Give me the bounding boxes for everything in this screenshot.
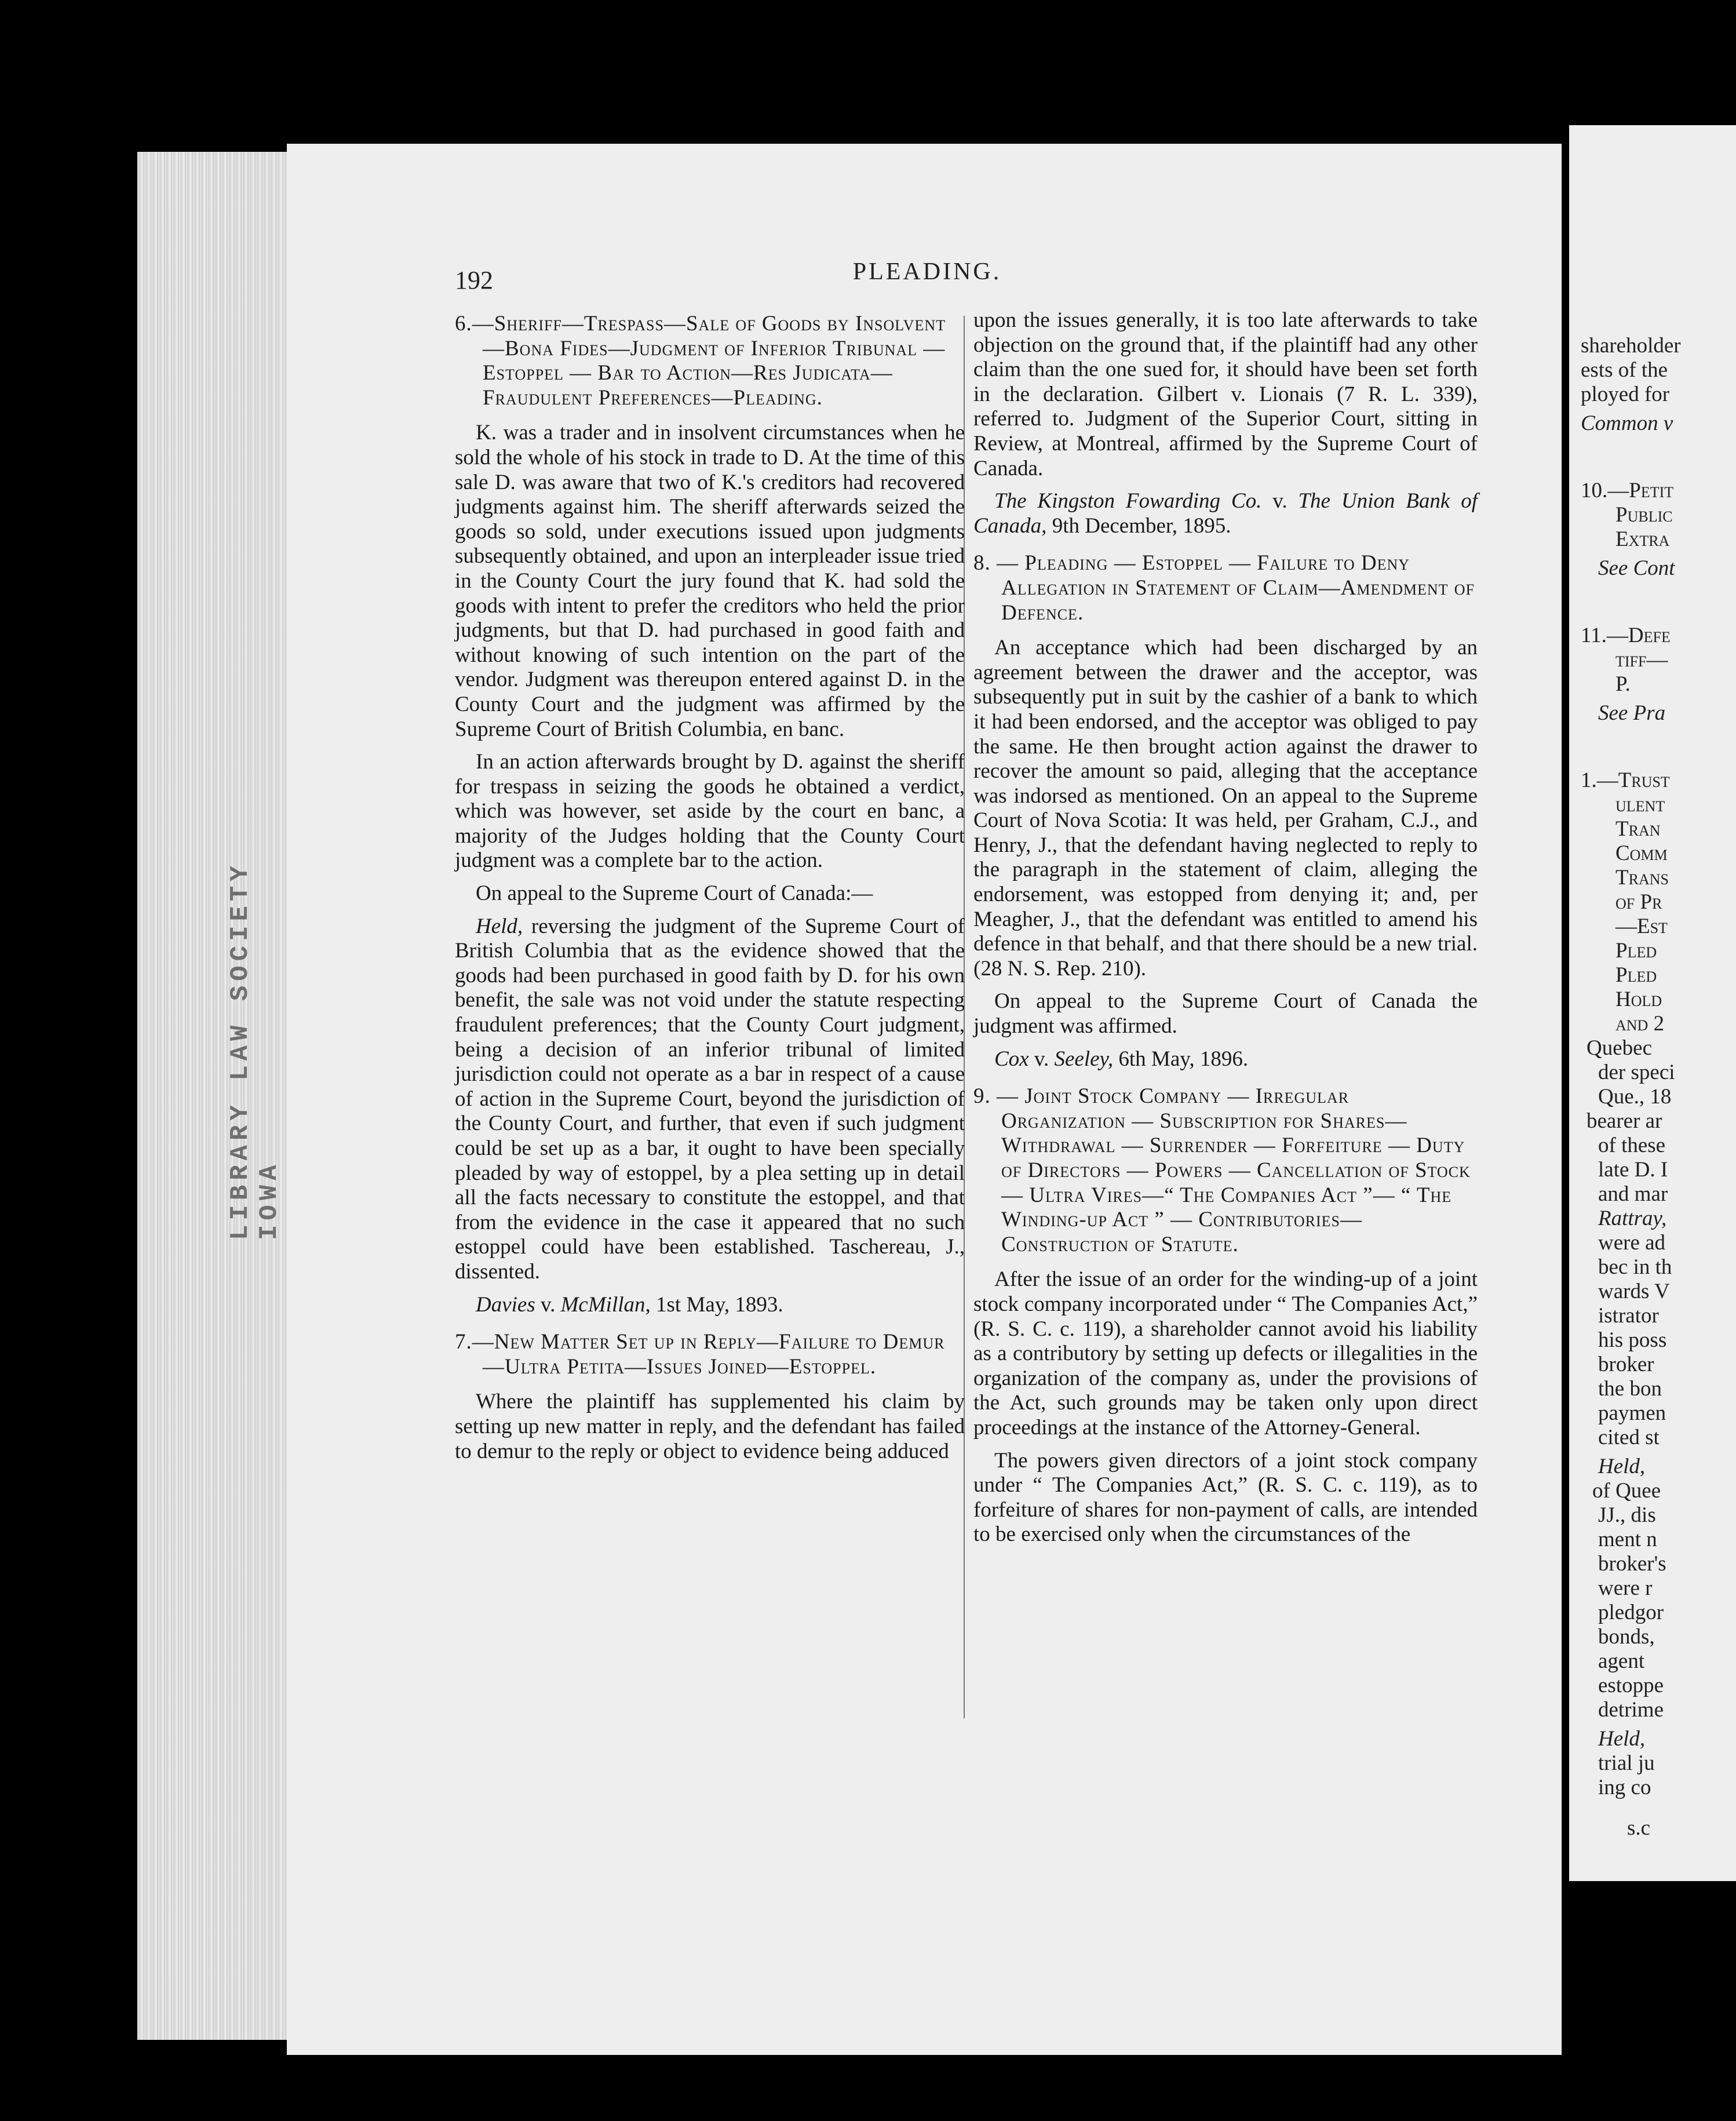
right-page-fragment: broker's	[1598, 1552, 1666, 1576]
right-page-text	[1569, 125, 1736, 1881]
right-page-fragment: der speci	[1598, 1060, 1675, 1084]
right-page-fragment: Quebec	[1587, 1036, 1652, 1060]
body-paragraph: In an action afterwards brought by D. against the sheriff for trespass in seizing the goods he obtained a verdict, which was however, set aside by the court en banc, a majority of the Judges holding that the County Court judgment was a complete bar to the action.	[455, 750, 965, 873]
right-page-fragment: wards V	[1598, 1280, 1670, 1303]
right-page-fragment: See Cont	[1598, 556, 1675, 580]
right-page-fragment: ests of the	[1581, 358, 1668, 382]
right-page-fragment: agent	[1598, 1649, 1645, 1673]
right-page-fragment: Que., 18	[1598, 1085, 1672, 1109]
case-citation-a: The Kingston Fowarding Co.	[994, 489, 1262, 513]
body-paragraph: Where the plaintiff has supplemented his claim by setting up new matter in reply, and the defendant has failed to demur to the reply or object to evidence being adduced	[455, 1390, 965, 1463]
case-citation-date: 6th May, 1896.	[1113, 1047, 1249, 1071]
body-paragraph: After the issue of an order for the winding-up of a joint stock company incorporated under “ The Companies Act,” (R. S. C. c. 119), a shareholder cannot avoid his liability as a contributory by setting up defects or illegalities in the organization of the company as, under the provisions of the Act, such grounds may be taken only upon direct proceedings at the instance of the Attorney-General.	[973, 1267, 1478, 1439]
right-page-fragment: s.c	[1627, 1816, 1651, 1840]
right-page-fragment: ment n	[1598, 1528, 1657, 1551]
right-page-fragment: and 2	[1615, 1012, 1665, 1036]
right-page-fragment: P.	[1615, 672, 1631, 696]
right-page-fragment: Held,	[1598, 1727, 1646, 1751]
right-page-fragment: tiff—	[1615, 648, 1668, 672]
body-paragraph: An acceptance which had been discharged by an agreement between the drawer and the acceptor, was subsequently put in suit by the cashier of a bank to which it had been endorsed, and the acceptor was obliged to pay the same. He then brought action against the drawer to recover the amount so paid, alleging that the acceptance was indorsed as mentioned. On an appeal to the Supreme Court of Nova Scotia: It was held, per Graham, C.J., and Henry, J., that the defendant having neglected to reply to the paragraph in the statement of claim, alleging the endorsement, was estopped from denying it; and, per Meagher, J., that the defendant was entitled to amend his defence in that behalf, and that there should be a new trial. (28 N. S. Rep. 210).	[973, 636, 1478, 981]
case-citation-b: McMillan,	[560, 1292, 651, 1317]
body-paragraph: The powers given directors of a joint stock company under “ The Companies Act,” (R. S. C. c. 119), as to forfeiture of shares for non-payment of calls, are intended to be exercised only when the circumstances of the	[973, 1448, 1478, 1547]
body-paragraph: upon the issues generally, it is too late afterwards to take objection on the ground that, if the plaintiff had any other claim than the one sued for, it should have been set forth in the declaration. Gilbert v. Lionais (7 R. L. 339), referred to. Judgment of the Superior Court, sitting in Review, at Montreal, affirmed by the Supreme Court of Canada.	[973, 308, 1478, 480]
right-page-fragment: and mar	[1598, 1182, 1668, 1206]
right-page-fragment: of these	[1598, 1134, 1666, 1157]
case-citation	[973, 489, 1478, 538]
case-citation-date: 1st May, 1893.	[650, 1292, 783, 1317]
right-page-fragment: Trans	[1615, 866, 1669, 890]
case-citation-a: Cox	[994, 1047, 1029, 1071]
right-page-fragment: estoppe	[1598, 1674, 1664, 1697]
section-heading: 7.—New Matter Set up in Reply—Failure to Demur—Ultra Petita—Issues Joined—Estoppel.	[455, 1330, 945, 1379]
right-page-fragment: ployed for	[1581, 382, 1670, 406]
book-gutter	[1562, 144, 1563, 2055]
right-page-fragment: Extra	[1615, 527, 1670, 551]
case-citation-b: The Union Bank of Canada,	[973, 489, 1478, 538]
case-citation-v: v.	[1029, 1047, 1055, 1071]
right-page-fragment: Rattray,	[1598, 1207, 1667, 1230]
right-page-fragment: 10.—Petit	[1581, 479, 1674, 502]
right-page-fragment: trial ju	[1598, 1751, 1655, 1775]
spine-stamp: LIBRARY LAW SOCIETY IOWA	[226, 861, 284, 1240]
page-number: 192	[455, 266, 493, 294]
case-citation-b: Seeley,	[1054, 1047, 1114, 1071]
body-paragraph: On appeal to the Supreme Court of Canada the judgment was affirmed.	[973, 989, 1478, 1038]
left-column	[455, 312, 965, 1472]
right-page-fragment: Hold	[1615, 987, 1662, 1011]
right-page-fragment: of Quee	[1592, 1479, 1661, 1503]
right-page-fragment: Held,	[1598, 1455, 1646, 1478]
right-page-fragment: his poss	[1598, 1328, 1667, 1352]
right-page-fragment: Comm	[1615, 841, 1668, 865]
right-page-fragment: pledgor	[1598, 1601, 1664, 1624]
case-citation-date: 9th December, 1895.	[1046, 513, 1231, 538]
section-heading: 9. — Joint Stock Company — Irregular Organization — Subscription for Shares—Withdrawal — Surrender — Forfeiture — Duty of Directors — Powers — Cancellation of Stock — Ultra Vires—“ The Companies Act ”— “ The Winding-up Act ” — Contributories—Construction of Statute.	[973, 1084, 1471, 1256]
section-heading: 6.—Sheriff—Trespass—Sale of Goods by Insolvent—Bona Fides—Judgment of Inferior Tribunal — Estoppel — Bar to Action—Res Judicata—Fraudulent Preferences—Pleading.	[455, 312, 946, 410]
case-citation-v: v.	[535, 1292, 561, 1317]
right-page-fragment: bonds,	[1598, 1625, 1655, 1649]
section-heading: 8. — Pleading — Estoppel — Failure to Deny Allegation in Statement of Claim—Amendment of Defence.	[973, 551, 1475, 625]
running-head: PLEADING.	[852, 258, 1002, 285]
held-text: reversing the judgment of the Supreme Court of British Columbia that as the evidence showed that the goods had been purchased in good faith by D. for his own benefit, the sale was not void under the statute respecting fraudulent preferences; that the County Court judgment, being a decision of an inferior tribunal of limited jurisdiction could not operate as a bar in respect of a cause of action in the Supreme Court, beyond the jurisdiction of the County Court, and further, that even if such judgment could be set up as a bar, it ought to have been specially pleaded by way of estoppel, by a plea setting up in detail all the facts necessary to constitute the estoppel, and that from the evidence in the case it appeared that no such estoppel could have been established. Taschereau, J., dissented.	[455, 914, 965, 1284]
right-page-fragment: Pled	[1615, 963, 1657, 987]
right-page-fragment: —Est	[1615, 914, 1668, 938]
right-page-fragment: Pled	[1615, 939, 1657, 963]
right-page-fragment: 11.—Defe	[1581, 624, 1671, 647]
case-citation-a: Davies	[476, 1292, 535, 1317]
right-page-fragment: ing co	[1598, 1776, 1651, 1799]
right-page-fragment: of Pr	[1615, 890, 1662, 914]
case-citation	[973, 1047, 1478, 1072]
right-page-fragment: were ad	[1598, 1231, 1666, 1255]
right-page-fragment: paymen	[1598, 1401, 1666, 1425]
right-page-fragment: JJ., dis	[1598, 1503, 1656, 1527]
right-page-fragment: ulent	[1615, 793, 1665, 817]
right-page-fragment: bec in th	[1598, 1255, 1672, 1279]
case-citation-v: v.	[1261, 489, 1299, 513]
body-paragraph: On appeal to the Supreme Court of Canada:—	[476, 881, 873, 906]
right-page-fragment: bearer ar	[1587, 1109, 1662, 1133]
right-page-fragment: broker	[1598, 1353, 1654, 1376]
right-page-fragment: istrator	[1598, 1304, 1659, 1328]
held-lead: Held,	[476, 914, 523, 938]
right-page-fragment: were r	[1598, 1576, 1653, 1600]
right-page-fragment: late D. I	[1598, 1158, 1668, 1182]
right-page-fragment: shareholder	[1581, 334, 1681, 358]
case-citation	[455, 1293, 965, 1318]
right-page-fragment: the bon	[1598, 1377, 1662, 1401]
right-page-fragment: 1.—Trust	[1581, 768, 1670, 792]
right-page-fragment: detrime	[1598, 1698, 1664, 1722]
right-page	[1569, 125, 1736, 1881]
right-page-fragment: Tran	[1615, 817, 1661, 841]
body-paragraph: K. was a trader and in insolvent circumstances when he sold the whole of his stock in trade to D. At the time of this sale D. was aware that two of K.'s creditors had recovered judgments against him. The sheriff afterwards seized the goods so sold, under executions issued upon judgments subsequently obtained, and upon an interpleader issue tried in the County Court the jury found that K. had sold the goods with intent to prefer the creditors who held the prior judgments, but that D. had purchased in good faith and without knowing of such intention on the part of the vendor. Judgment was thereupon entered against D. in the County Court and the judgment was affirmed by the Supreme Court of British Columbia, en banc.	[455, 421, 965, 741]
holding-paragraph	[455, 914, 965, 1285]
right-column	[973, 308, 1478, 1555]
right-page-fragment: See Pra	[1598, 701, 1666, 725]
right-page-fragment: Public	[1615, 503, 1673, 527]
right-page-fragment: cited st	[1598, 1426, 1660, 1449]
right-page-fragment: Common v	[1581, 411, 1673, 435]
